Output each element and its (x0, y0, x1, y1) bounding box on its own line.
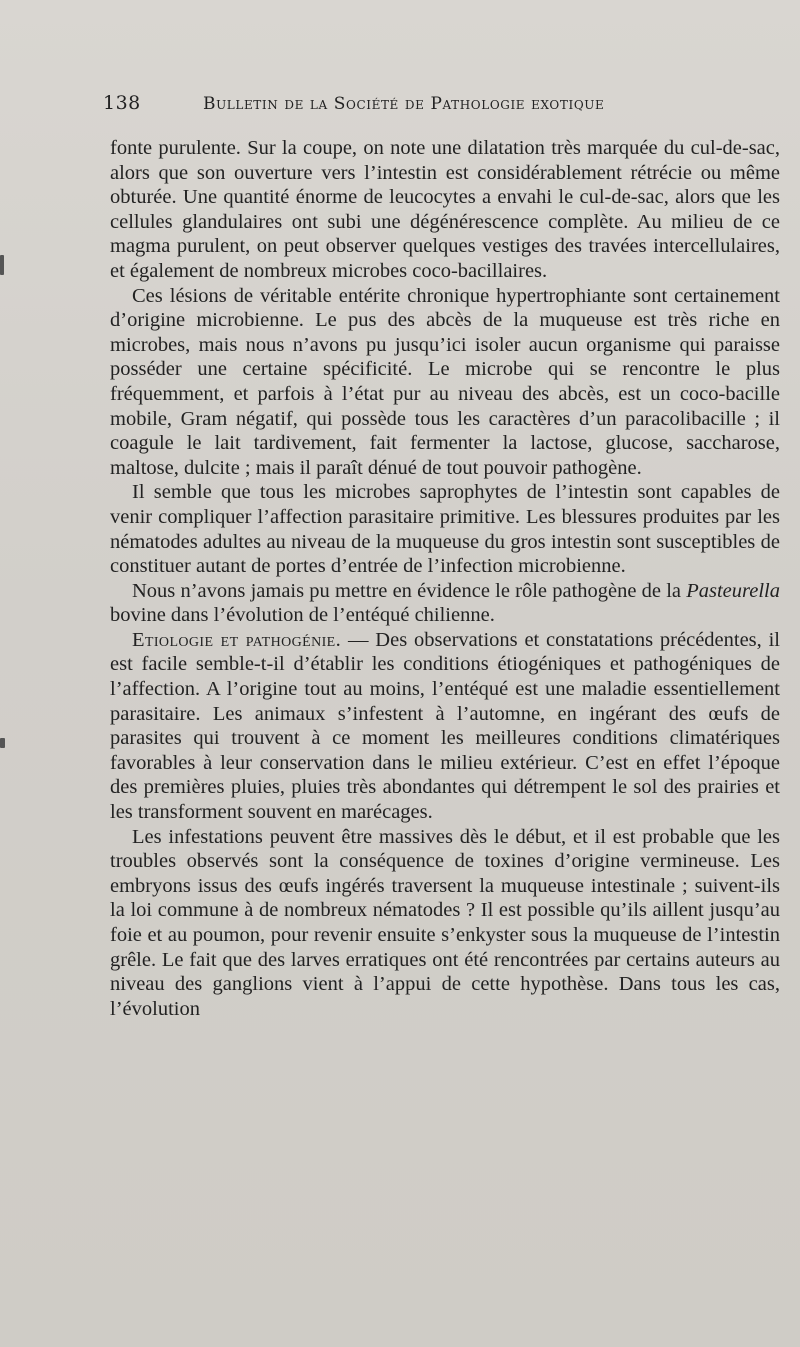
section-heading: Etiologie et pathogénie. (132, 628, 342, 651)
running-title: Bulletin de la Société de Pathologie exotique (203, 94, 605, 114)
paragraph: Les infestations peuvent être massives dès le début, et il est probable que les troubles observés sont la conséquence de toxines d’origine vermineuse. Les embryons issus des œufs ingérés traversent la muqueuse intestinale ; suivent-ils la loi commune à de nombreux nématodes ? Il est possible qu’ils aillent jusqu’au foie et au poumon, pour revenir ensuite s’enkyster sous la muqueuse de l’intestin grêle. Le fait que des larves erratiques ont été rencontrées par certains auteurs au niveau des ganglions vient à l’appui de cette hypothèse. Dans tous les cas, l’évolution (110, 825, 780, 1020)
page-number: 138 (103, 92, 141, 114)
paragraph: Ces lésions de véritable entérite chronique hypertrophiante sont certainement d’origine microbienne. Le pus des abcès de la muqueuse est très riche en microbes, mais nous n’avons pu jusqu’ici isoler aucun organisme qui paraisse posséder une certaine spécificité. Le microbe qui se rencontre le plus fréquemment, et parfois à l’état pur au niveau des abcès, est un coco-bacille mobile, Gram négatif, qui possède tous les caractères d’un paracolibacille ; il coagule le lait tardivement, fait fermenter la lactose, glucose, saccharose, maltose, dulcite ; mais il paraît dénué de tout pouvoir pathogène. (110, 284, 780, 479)
paragraph (110, 628, 780, 825)
paragraph-text: — Des observations et constatations précédentes, il est facile semble-t-il d’établir les conditions étiogéniques et pathogéniques de l’affection. A l’origine tout au moins, l’entéqué est une maladie essentiellement parasitaire. Les animaux s’infestent à l’automne, en ingérant des œufs de parasites qui trouvent à ce moment les meilleures conditions climatériques favorables à leur conservation dans le milieu extérieur. C’est en effet l’époque des premières pluies, pluies très abondantes qui détrempent le sol des prairies et les transforment souvent en marécages. (110, 628, 781, 824)
paragraph-text: Nous n’avons jamais pu mettre en évidence le rôle pathogène de la (132, 579, 687, 602)
genus-name: Pasteurella (686, 579, 780, 602)
paragraph: Il semble que tous les microbes saprophytes de l’intestin sont capables de venir compliquer l’affection parasitaire primitive. Les blessures produites par les nématodes adultes au niveau de la muqueuse du gros intestin sont susceptibles de constituer autant de portes d’entrée de l’infection microbienne. (110, 481, 780, 578)
paragraph-text: bovine dans l’évolution de l’entéqué chilienne. (110, 604, 495, 627)
paragraph (110, 579, 780, 628)
paragraph: fonte purulente. Sur la coupe, on note une dilatation très marquée du cul-de-sac, alors que son ouverture vers l’intestin est considérablement rétrécie ou même obturée. Une quantité énorme de leucocytes a envahi le cul-de-sac, alors que les cellules glandulaires ont subi une dégénérescence complète. Au milieu de ce magma purulent, on peut observer quelques vestiges des travées intercellulaires, et également de nombreux microbes coco-bacillaires. (110, 137, 780, 282)
margin-mark (0, 255, 4, 275)
margin-mark (0, 738, 5, 748)
article-body (110, 136, 780, 1021)
running-header (103, 92, 783, 122)
